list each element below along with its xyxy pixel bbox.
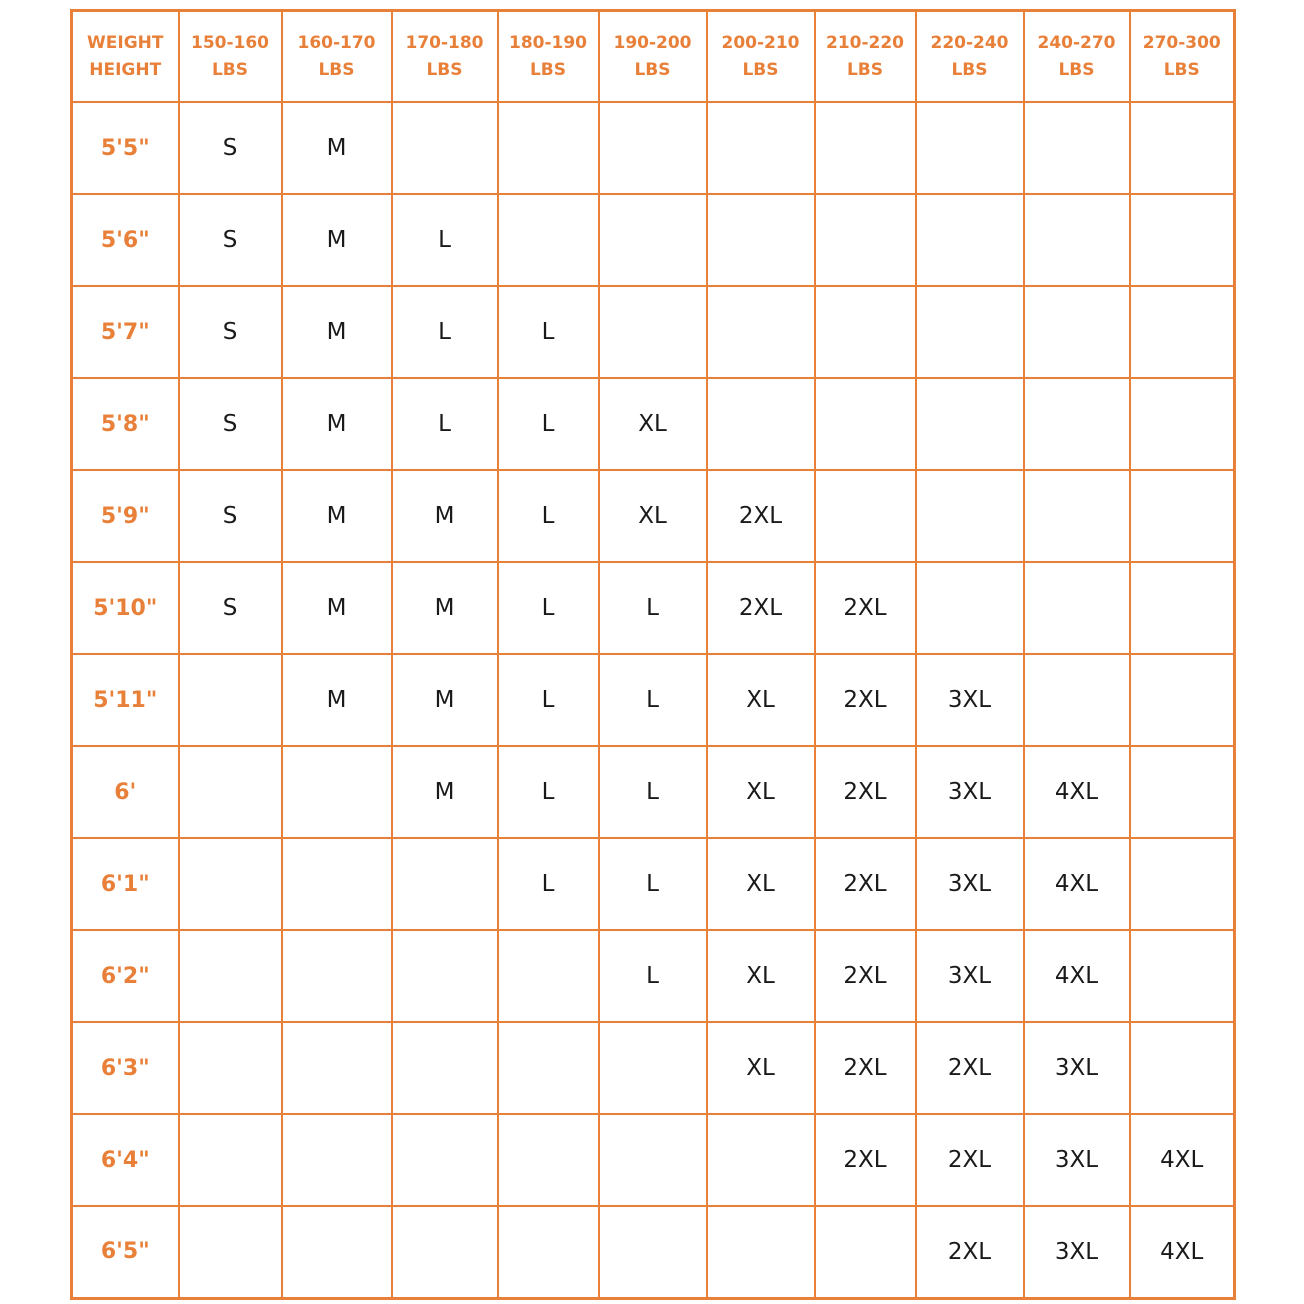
size-cell: XL [707, 1022, 815, 1114]
size-cell [815, 378, 916, 470]
size-cell: L [498, 562, 599, 654]
size-cell: L [392, 286, 498, 378]
size-cell [1024, 378, 1130, 470]
size-cell [707, 378, 815, 470]
weight-range: 270-300 [1142, 32, 1221, 53]
size-cell: 3XL [916, 930, 1024, 1022]
weight-column-header [1024, 11, 1130, 103]
height-row-header: 5'6" [72, 194, 179, 286]
height-row-header: 5'8" [72, 378, 179, 470]
size-cell [392, 1114, 498, 1206]
size-cell: 3XL [1024, 1206, 1130, 1298]
table-row [72, 930, 1235, 1022]
size-cell: 2XL [916, 1022, 1024, 1114]
size-cell: S [179, 102, 282, 194]
height-row-header: 6'1" [72, 838, 179, 930]
size-cell: S [179, 470, 282, 562]
size-cell [916, 562, 1024, 654]
weight-column-header [282, 11, 392, 103]
size-cell [599, 1206, 707, 1298]
size-cell [707, 286, 815, 378]
weight-range: 220-240 [930, 32, 1009, 53]
size-cell: 2XL [916, 1206, 1024, 1298]
weight-unit: LBS [846, 59, 884, 80]
weight-range: 170-180 [405, 32, 484, 53]
table-row [72, 562, 1235, 654]
size-cell: M [392, 654, 498, 746]
corner-header-cell [72, 11, 179, 103]
size-cell: 4XL [1024, 838, 1130, 930]
weight-unit: LBS [426, 59, 463, 80]
weight-range: 150-160 [190, 32, 270, 53]
weight-range: 240-270 [1037, 32, 1116, 53]
size-cell: L [392, 378, 498, 470]
size-cell: L [498, 470, 599, 562]
size-cell: M [392, 562, 498, 654]
size-cell: 4XL [1024, 930, 1130, 1022]
weight-column-header [815, 11, 916, 103]
size-cell: M [282, 286, 392, 378]
weight-range: 180-190 [508, 32, 588, 53]
height-row-header: 5'11" [72, 654, 179, 746]
size-cell [1130, 930, 1235, 1022]
size-cell: L [498, 286, 599, 378]
size-cell [179, 746, 282, 838]
size-cell: M [282, 470, 392, 562]
size-cell: 2XL [707, 470, 815, 562]
size-cell [179, 654, 282, 746]
size-cell: 3XL [916, 746, 1024, 838]
height-row-header: 6'5" [72, 1206, 179, 1298]
height-row-header: 5'10" [72, 562, 179, 654]
size-cell: L [498, 654, 599, 746]
size-cell [916, 102, 1024, 194]
table-row [72, 470, 1235, 562]
size-cell [498, 930, 599, 1022]
weight-column-header [916, 11, 1024, 103]
size-cell [498, 1114, 599, 1206]
size-cell [707, 194, 815, 286]
table-row [72, 102, 1235, 194]
size-cell [707, 1206, 815, 1298]
weight-axis-label: WEIGHT [87, 32, 164, 53]
size-cell [282, 1206, 392, 1298]
size-cell: 2XL [815, 1022, 916, 1114]
size-cell [1024, 286, 1130, 378]
size-cell [599, 286, 707, 378]
size-cell: 4XL [1130, 1114, 1235, 1206]
size-cell: L [599, 838, 707, 930]
size-cell: XL [599, 378, 707, 470]
size-cell [707, 102, 815, 194]
table-row [72, 286, 1235, 378]
height-row-header: 5'9" [72, 470, 179, 562]
size-cell: M [282, 654, 392, 746]
size-cell [392, 838, 498, 930]
size-cell: XL [707, 746, 815, 838]
size-cell [599, 1022, 707, 1114]
size-cell [498, 1206, 599, 1298]
table-row [72, 194, 1235, 286]
size-cell [1024, 654, 1130, 746]
size-cell [1130, 102, 1235, 194]
size-cell: L [498, 746, 599, 838]
size-cell [1024, 194, 1130, 286]
size-cell [282, 838, 392, 930]
height-row-header: 5'5" [72, 102, 179, 194]
size-cell: L [599, 746, 707, 838]
size-cell: 3XL [1024, 1022, 1130, 1114]
weight-unit: LBS [951, 59, 988, 80]
size-cell: 2XL [916, 1114, 1024, 1206]
table-row [72, 654, 1235, 746]
size-cell [916, 286, 1024, 378]
size-cell: 3XL [916, 654, 1024, 746]
size-cell: M [392, 746, 498, 838]
size-cell [815, 286, 916, 378]
table-row [72, 378, 1235, 470]
weight-range: 200-210 [721, 32, 800, 53]
size-cell [815, 194, 916, 286]
table-row [72, 1114, 1235, 1206]
height-row-header: 5'7" [72, 286, 179, 378]
size-cell [815, 470, 916, 562]
size-cell: L [599, 930, 707, 1022]
header-row [72, 11, 1235, 103]
weight-range: 160-170 [297, 32, 376, 53]
size-cell: 4XL [1024, 746, 1130, 838]
weight-unit: LBS [742, 59, 779, 80]
height-row-header: 6'4" [72, 1114, 179, 1206]
size-cell [282, 1022, 392, 1114]
size-cell [916, 470, 1024, 562]
size-cell [1130, 654, 1235, 746]
weight-column-header [498, 11, 599, 103]
size-cell [815, 102, 916, 194]
size-cell: 2XL [815, 838, 916, 930]
size-cell [392, 1022, 498, 1114]
size-cell [498, 194, 599, 286]
size-cell: M [282, 378, 392, 470]
size-cell: 2XL [815, 746, 916, 838]
size-cell: 4XL [1130, 1206, 1235, 1298]
height-row-header: 6'2" [72, 930, 179, 1022]
size-cell [1130, 562, 1235, 654]
size-cell: M [392, 470, 498, 562]
size-cell [1024, 562, 1130, 654]
size-chart-table [70, 9, 1236, 1300]
weight-column-header [392, 11, 498, 103]
size-cell: L [599, 654, 707, 746]
size-cell [179, 1022, 282, 1114]
size-cell: L [498, 378, 599, 470]
size-cell [599, 194, 707, 286]
size-cell: L [498, 838, 599, 930]
table-row [72, 838, 1235, 930]
weight-column-header [707, 11, 815, 103]
size-cell [1130, 470, 1235, 562]
size-cell: L [599, 562, 707, 654]
size-cell [1130, 286, 1235, 378]
table-row [72, 1022, 1235, 1114]
height-row-header: 6'3" [72, 1022, 179, 1114]
size-cell [392, 102, 498, 194]
size-cell [392, 930, 498, 1022]
weight-unit: LBS [318, 59, 355, 80]
height-row-header: 6' [72, 746, 179, 838]
size-cell [1024, 470, 1130, 562]
weight-column-header [599, 11, 707, 103]
size-cell: XL [707, 654, 815, 746]
table-row [72, 746, 1235, 838]
size-cell [599, 102, 707, 194]
height-axis-label: HEIGHT [89, 59, 162, 80]
size-cell: 2XL [815, 562, 916, 654]
weight-column-header [1130, 11, 1235, 103]
weight-unit: LBS [529, 59, 567, 80]
size-cell [1024, 102, 1130, 194]
size-cell: L [392, 194, 498, 286]
size-cell [916, 378, 1024, 470]
weight-unit: LBS [634, 59, 671, 80]
size-cell [815, 1206, 916, 1298]
size-cell: S [179, 286, 282, 378]
weight-range: 210-220 [825, 32, 905, 53]
size-cell [498, 1022, 599, 1114]
size-cell [916, 194, 1024, 286]
size-cell [392, 1206, 498, 1298]
size-cell: XL [707, 930, 815, 1022]
size-cell [498, 102, 599, 194]
size-cell: M [282, 562, 392, 654]
size-cell [179, 1114, 282, 1206]
table-row [72, 1206, 1235, 1298]
size-cell [179, 1206, 282, 1298]
size-cell: 2XL [815, 1114, 916, 1206]
size-cell [707, 1114, 815, 1206]
weight-range: 190-200 [613, 32, 692, 53]
size-cell [282, 746, 392, 838]
weight-unit: LBS [1058, 59, 1095, 80]
weight-unit: LBS [211, 59, 249, 80]
size-cell [1130, 378, 1235, 470]
size-cell: 2XL [815, 930, 916, 1022]
size-cell: 2XL [815, 654, 916, 746]
size-cell [282, 1114, 392, 1206]
size-cell [282, 930, 392, 1022]
size-cell [1130, 838, 1235, 930]
size-cell [1130, 746, 1235, 838]
size-cell: 2XL [707, 562, 815, 654]
weight-unit: LBS [1163, 59, 1200, 80]
size-cell: S [179, 378, 282, 470]
weight-column-header [179, 11, 282, 103]
size-cell [1130, 1022, 1235, 1114]
size-cell [599, 1114, 707, 1206]
size-cell: M [282, 194, 392, 286]
size-cell: M [282, 102, 392, 194]
size-cell: S [179, 194, 282, 286]
size-cell: 3XL [916, 838, 1024, 930]
size-cell: S [179, 562, 282, 654]
size-cell [179, 838, 282, 930]
size-cell: 3XL [1024, 1114, 1130, 1206]
size-cell: XL [707, 838, 815, 930]
size-cell [1130, 194, 1235, 286]
size-cell [179, 930, 282, 1022]
size-cell: XL [599, 470, 707, 562]
